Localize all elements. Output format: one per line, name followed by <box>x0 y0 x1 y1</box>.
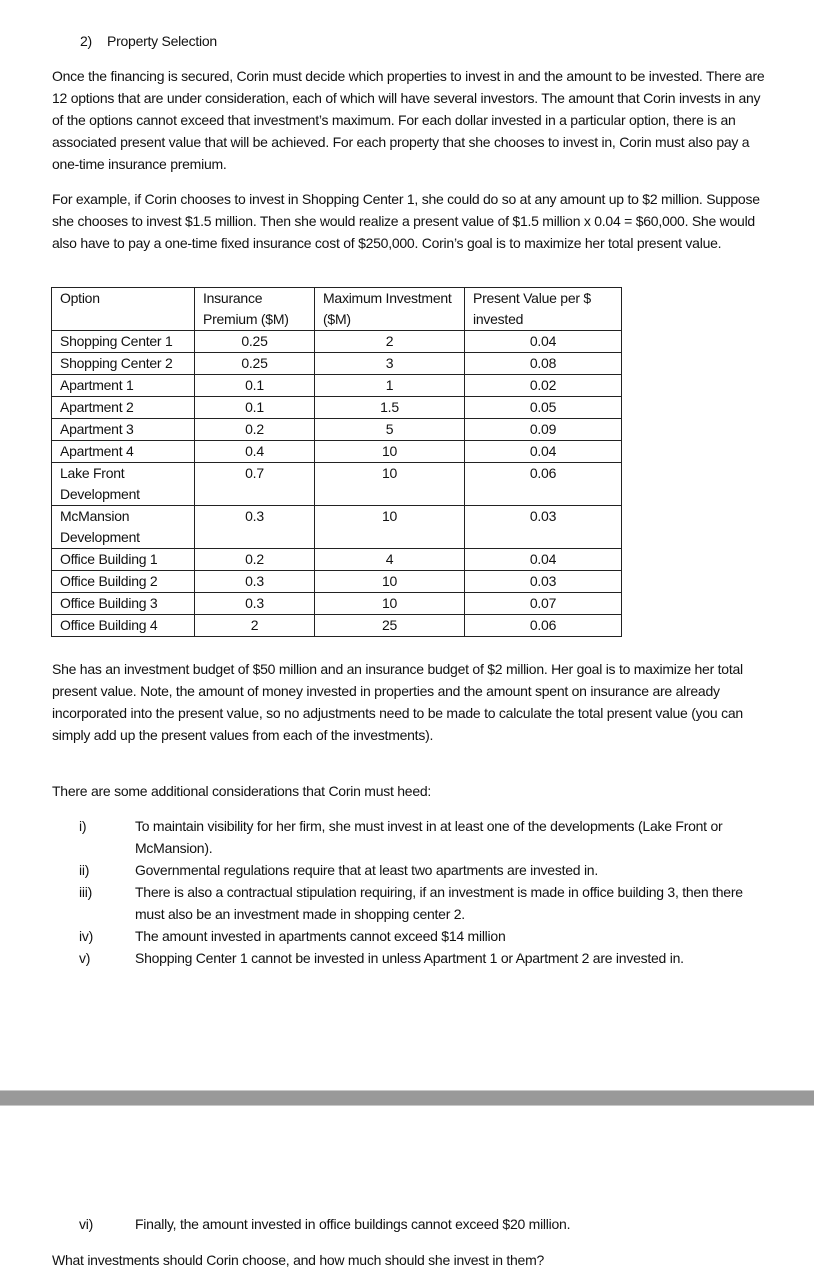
column-header-option: Option <box>52 288 195 331</box>
options-table <box>51 287 622 637</box>
cell-insurance: 0.3 <box>195 506 315 549</box>
cell-present-value: 0.09 <box>465 419 622 441</box>
cell-max-investment: 10 <box>315 571 465 593</box>
cell-present-value: 0.03 <box>465 506 622 549</box>
column-header-insurance: Insurance Premium ($M) <box>195 288 315 331</box>
cell-present-value: 0.03 <box>465 571 622 593</box>
cell-insurance: 0.3 <box>195 593 315 615</box>
cell-present-value: 0.08 <box>465 353 622 375</box>
column-header-max-investment: Maximum Investment ($M) <box>315 288 465 331</box>
cell-present-value: 0.04 <box>465 331 622 353</box>
list-text: To maintain visibility for her firm, she must invest in at least one of the developments (Lake Front or McMansion). <box>135 818 723 856</box>
table-row <box>52 506 622 549</box>
cell-option: McMansion Development <box>52 506 195 549</box>
table-row <box>52 375 622 397</box>
cell-max-investment: 1.5 <box>315 397 465 419</box>
cell-option: Lake Front Development <box>52 463 195 506</box>
intro-paragraph: Once the financing is secured, Corin must decide which properties to invest in and the amount to be invested. There are 12 options that are under consideration, each of which will have several investors. The amount that Corin invests in any of the options cannot exceed that investment’s maximum. For each dollar invested in a particular option, there is an associated present value that will be achieved. For each property that she chooses to invest in, Corin must also pay a one-time insurance premium. <box>52 68 765 172</box>
list-number: i) <box>79 818 87 834</box>
list-number: iv) <box>79 928 94 944</box>
cell-max-investment: 10 <box>315 441 465 463</box>
cell-option: Apartment 3 <box>52 419 195 441</box>
table-row <box>52 549 622 571</box>
budget-paragraph: She has an investment budget of $50 million and an insurance budget of $2 million. Her goal is to maximize her total present value. Note, the amount of money invested in properties and the amount spent on insurance are already incorporated into the present value, so no adjustments need to be made to calculate the total present value (you can simply add up the present values from each of the investments). <box>52 661 743 743</box>
section-number: 2) <box>80 33 92 49</box>
cell-option: Apartment 1 <box>52 375 195 397</box>
cell-option: Shopping Center 2 <box>52 353 195 375</box>
cell-present-value: 0.04 <box>465 441 622 463</box>
list-number: iii) <box>79 884 92 900</box>
cell-max-investment: 5 <box>315 419 465 441</box>
cell-insurance: 2 <box>195 615 315 637</box>
cell-option: Office Building 1 <box>52 549 195 571</box>
cell-present-value: 0.07 <box>465 593 622 615</box>
list-text: The amount invested in apartments cannot exceed $14 million <box>135 928 506 944</box>
table-row <box>52 593 622 615</box>
cell-insurance: 0.1 <box>195 397 315 419</box>
cell-present-value: 0.04 <box>465 549 622 571</box>
table-row <box>52 397 622 419</box>
cell-present-value: 0.02 <box>465 375 622 397</box>
table-row <box>52 463 622 506</box>
cell-option: Apartment 4 <box>52 441 195 463</box>
cell-max-investment: 25 <box>315 615 465 637</box>
cell-option: Office Building 4 <box>52 615 195 637</box>
cell-present-value: 0.06 <box>465 463 622 506</box>
cell-insurance: 0.25 <box>195 353 315 375</box>
list-text: Governmental regulations require that at least two apartments are invested in. <box>135 862 598 878</box>
cell-max-investment: 10 <box>315 463 465 506</box>
list-text: There is also a contractual stipulation requiring, if an investment is made in office building 3, then there must also be an investment made in shopping center 2. <box>135 884 743 922</box>
cell-insurance: 0.7 <box>195 463 315 506</box>
table-row <box>52 353 622 375</box>
example-paragraph: For example, if Corin chooses to invest in Shopping Center 1, she could do so at any amount up to $2 million. Suppose she chooses to invest $1.5 million. Then she would realize a present value of $1.5 million x 0.04 = $60,000. She would also have to pay a one-time fixed insurance cost of $250,000. Corin’s goal is to maximize her total present value. <box>52 191 760 251</box>
considerations-intro: There are some additional considerations that Corin must heed: <box>52 783 432 799</box>
list-text: Finally, the amount invested in office buildings cannot exceed $20 million. <box>135 1216 571 1232</box>
table-row <box>52 615 622 637</box>
page-break-divider <box>0 1090 814 1106</box>
cell-max-investment: 3 <box>315 353 465 375</box>
cell-insurance: 0.1 <box>195 375 315 397</box>
table-header-row <box>52 288 622 331</box>
table-row <box>52 419 622 441</box>
cell-insurance: 0.2 <box>195 549 315 571</box>
cell-max-investment: 4 <box>315 549 465 571</box>
cell-present-value: 0.05 <box>465 397 622 419</box>
cell-present-value: 0.06 <box>465 615 622 637</box>
list-number: vi) <box>79 1216 94 1232</box>
cell-insurance: 0.2 <box>195 419 315 441</box>
cell-max-investment: 1 <box>315 375 465 397</box>
cell-insurance: 0.4 <box>195 441 315 463</box>
cell-insurance: 0.3 <box>195 571 315 593</box>
table-row <box>52 331 622 353</box>
column-header-present-value: Present Value per $ invested <box>465 288 622 331</box>
cell-option: Apartment 2 <box>52 397 195 419</box>
section-heading <box>80 30 796 52</box>
cell-max-investment: 2 <box>315 331 465 353</box>
question-paragraph: What investments should Corin choose, and how much should she invest in them? <box>52 1252 545 1268</box>
table-row <box>52 571 622 593</box>
section-title: Property Selection <box>107 33 217 49</box>
cell-insurance: 0.25 <box>195 331 315 353</box>
cell-max-investment: 10 <box>315 593 465 615</box>
cell-option: Office Building 3 <box>52 593 195 615</box>
list-number: v) <box>79 950 91 966</box>
cell-max-investment: 10 <box>315 506 465 549</box>
list-number: ii) <box>79 862 90 878</box>
cell-option: Office Building 2 <box>52 571 195 593</box>
cell-option: Shopping Center 1 <box>52 331 195 353</box>
table-row <box>52 441 622 463</box>
list-text: Shopping Center 1 cannot be invested in unless Apartment 1 or Apartment 2 are invested in. <box>135 950 684 966</box>
